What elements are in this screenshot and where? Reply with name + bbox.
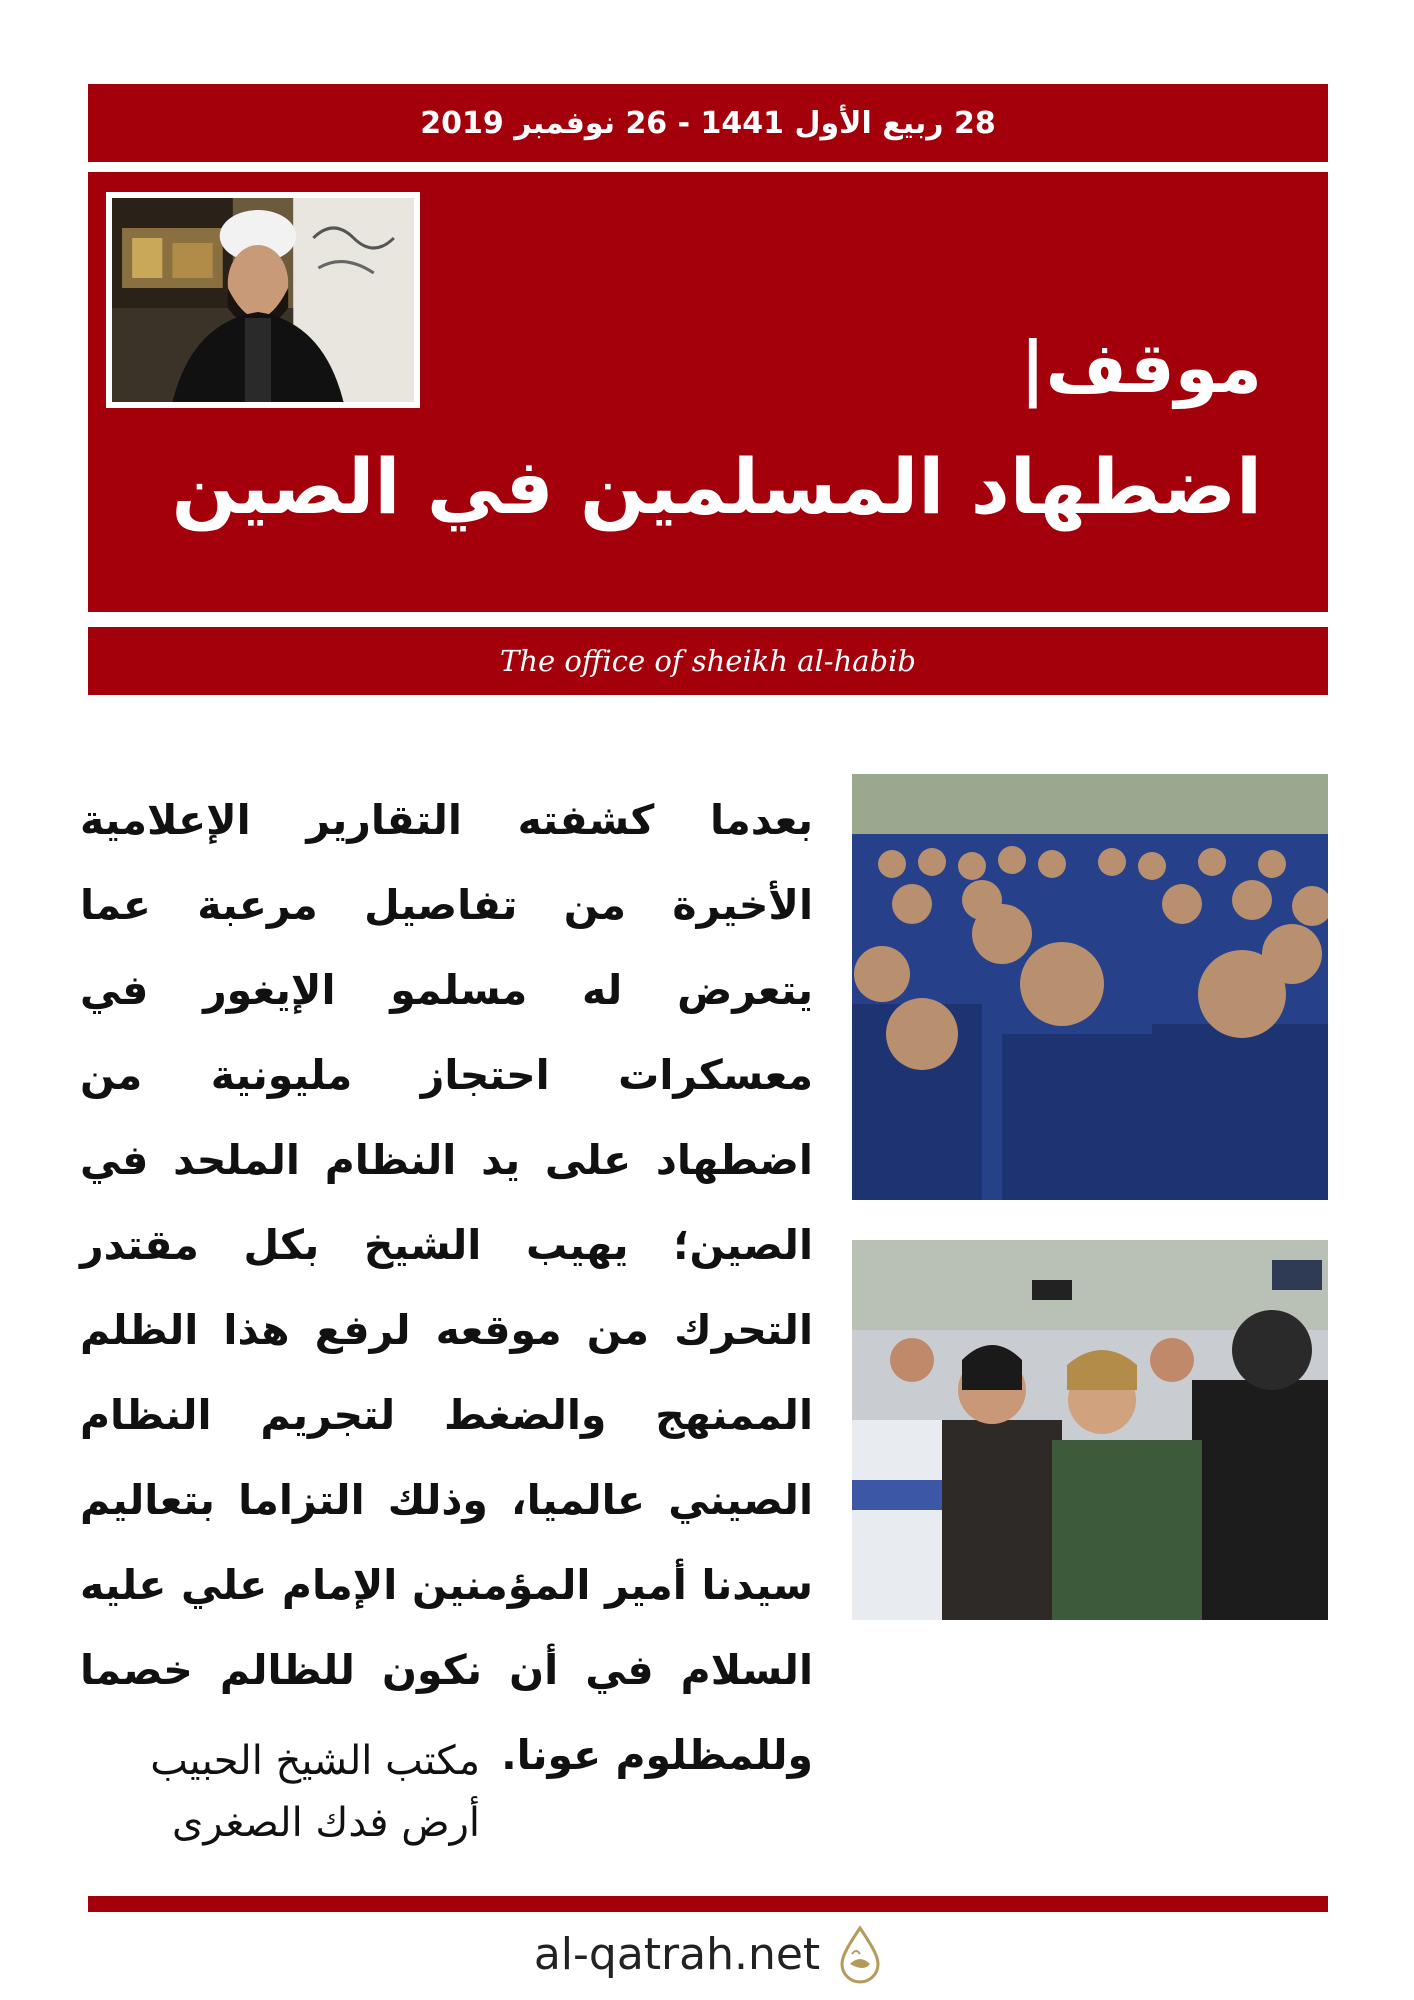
date-banner <box>88 84 1328 162</box>
office-banner <box>88 627 1328 695</box>
date-text: 28 ربيع الأول 1441 - 26 نوفمبر 2019 <box>420 105 996 141</box>
signature-office: مكتب الشيخ الحبيب <box>150 1738 480 1784</box>
footer <box>430 1922 990 1986</box>
page-title: اضطهاد المسلمين في الصين <box>171 442 1262 531</box>
statement-text: بعدما كشفته التقارير الإعلامية الأخيرة من تفاصيل مرعبة عما يتعرض له مسلمو الإيغور في معسكرات احتجاز مليونية من اضطهاد على يد النظام الملحد في الصين؛ يهيب الشيخ بكل مقتدر التحرك من موقعه لرفع هذا الظلم الممنهج والضغط لتجريم النظام الصيني عالميا، وذلك التزاما بتعاليم سيدنا أمير المؤمنين الإمام علي عليه السلام في أن نكون للظالم خصما وللمظلوم عونا. <box>80 796 813 1779</box>
signature-block <box>80 1730 480 1854</box>
sheikh-portrait <box>106 192 420 408</box>
title-label: موقف| <box>1020 327 1262 409</box>
detainees-photo <box>852 774 1328 1200</box>
office-text: The office of sheikh al-habib <box>500 644 916 678</box>
signature-location: أرض فدك الصغرى <box>172 1800 480 1846</box>
site-url-link[interactable]: al-qatrah.net <box>533 1928 821 1980</box>
footer-divider <box>88 1896 1328 1912</box>
title-panel <box>88 172 1328 612</box>
protest-photo <box>852 1240 1328 1620</box>
qatrah-logo-icon <box>834 1924 886 1984</box>
